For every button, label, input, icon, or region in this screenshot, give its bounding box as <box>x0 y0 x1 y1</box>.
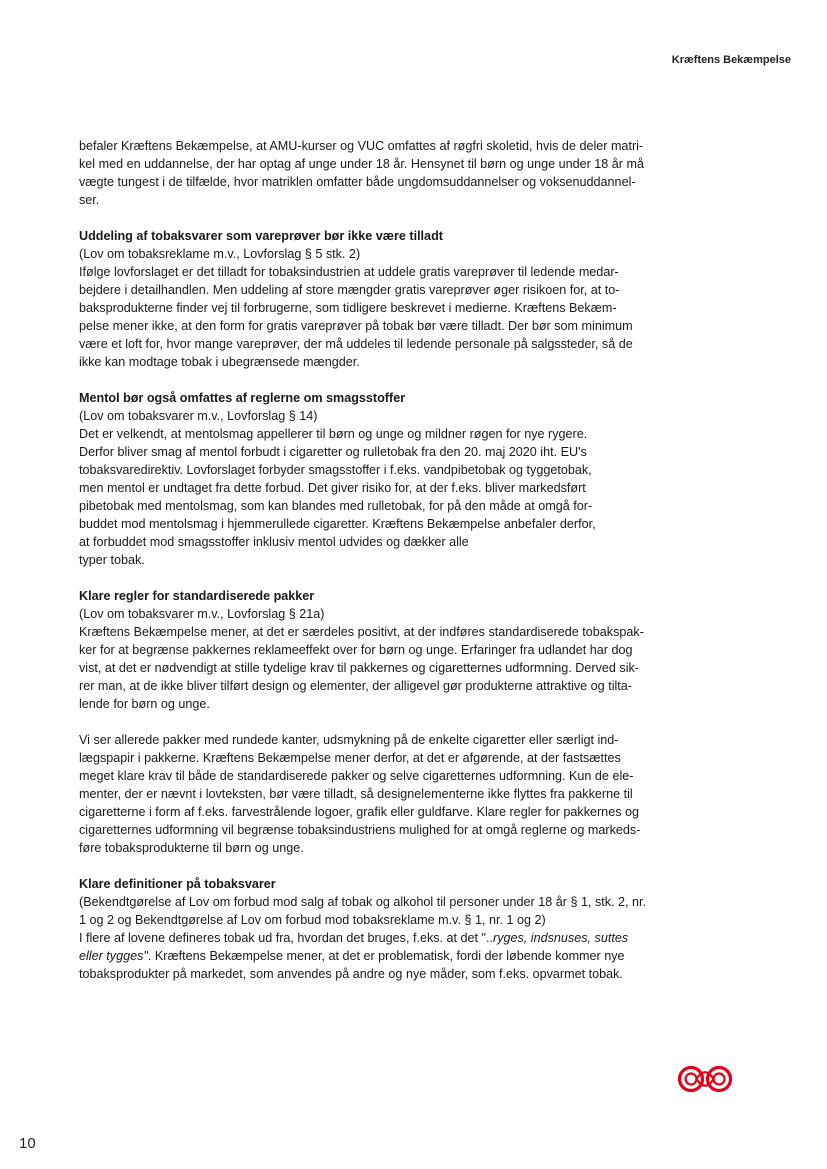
text-line: være et loft for, hvor mange vareprøver, der må uddeles til ledende personale på salgssteder, så de <box>79 337 633 351</box>
text-line: pelse mener ikke, at den form for gratis vareprøver på tobak bør være tilladt. Der bør som minimum <box>79 319 633 333</box>
text-line-mixed <box>79 947 719 965</box>
text-line: kel med en uddannelse, der har optag af unge under 18 år. Hensynet til børn og unge under 18 år må <box>79 157 644 171</box>
section-mentol <box>79 389 719 569</box>
text-line: typer tobak. <box>79 553 145 567</box>
text-line: ikke kan modtage tobak i ubegrænsede mængder. <box>79 355 360 369</box>
text-line: 1 og 2 og Bekendtgørelse af Lov om forbud mod tobaksreklame m.v. § 1, nr. 1 og 2) <box>79 913 546 927</box>
text-line: cigaretterne i form af f.eks. farvestrålende logoer, grafik eller guldfarve. Klare regler for pakkernes og <box>79 805 639 819</box>
header-organization: Kræftens Bekæmpelse <box>671 54 791 66</box>
text-line: tobaksvaredirektiv. Lovforslaget forbyder smagsstoffer i f.eks. vandpibetobak og tyggetobak, <box>79 463 592 477</box>
text-line: (Lov om tobaksvarer m.v., Lovforslag § 14) <box>79 409 318 423</box>
section-vareprover <box>79 227 719 371</box>
text-line: meget klare krav til både de standardiserede pakker og selve cigaretternes udformning. Kun de ele- <box>79 769 634 783</box>
paragraph-pakker-2 <box>79 731 719 857</box>
text-line: (Bekendtgørelse af Lov om forbud mod salg af tobak og alkohol til personer under 18 år § 1, stk. 2, nr. <box>79 895 647 909</box>
text-line: vægte tungest i de tilfælde, hvor matriklen omfatter både ungdomsuddannelser og voksenuddannel- <box>79 175 636 189</box>
kraeftens-bekaempelse-logo <box>676 1064 734 1094</box>
text-line: cigaretternes udformning vil begrænse tobaksindustriens mulighed for at omgå reglerne og markeds- <box>79 823 641 837</box>
text-line: ker for at begrænse pakkernes reklameeffekt over for børn og unge. Erfaringer fra udlandet har dog <box>79 643 633 657</box>
text-line: Ifølge lovforslaget er det tilladt for tobaksindustrien at uddele gratis vareprøver til ledende medar- <box>79 265 619 279</box>
text-line: at forbuddet mod smagsstoffer inklusiv mentol udvides og dækker alle <box>79 535 469 549</box>
document-body <box>79 137 719 1001</box>
text-line: rer man, at de ikke bliver tilført design og elementer, der alligevel gør produkterne attraktive og tilta- <box>79 679 632 693</box>
text-line: pibetobak med mentolsmag, som kan blandes med rulletobak, for på den måde at omgå for- <box>79 499 593 513</box>
text-line: vist, at det er nødvendigt at stille tydelige krav til pakkernes og cigaretternes udformning. Derved sik- <box>79 661 639 675</box>
page-number: 10 <box>19 1135 36 1152</box>
paragraph-intro <box>79 137 719 209</box>
section-heading: Mentol bør også omfattes af reglerne om smagsstoffer <box>79 391 406 405</box>
text-line: Det er velkendt, at mentolsmag appellerer til børn og unge og mildner røgen for nye rygere. <box>79 427 588 441</box>
text-line: befaler Kræftens Bekæmpelse, at AMU-kurser og VUC omfattes af røgfri skoletid, hvis de deler matri- <box>79 139 644 153</box>
text-line: Derfor bliver smag af mentol forbudt i cigaretter og rulletobak fra den 20. maj 2020 iht. EU's <box>79 445 587 459</box>
text-line: lægspapir i pakkerne. Kræftens Bekæmpelse mener derfor, at det er afgørende, at der fastsættes <box>79 751 621 765</box>
text-line: ser. <box>79 193 100 207</box>
section-definitioner <box>79 875 719 983</box>
section-heading: Klare definitioner på tobaksvarer <box>79 877 276 891</box>
text-line: Kræftens Bekæmpelse mener, at det er særdeles positivt, at der indføres standardiserede tobakspak- <box>79 625 644 639</box>
text-line: Vi ser allerede pakker med rundede kanter, udsmykning på de enkelte cigaretter eller særligt ind- <box>79 733 619 747</box>
quoted-italic-text: ryges, indsnuses, suttes <box>493 931 629 945</box>
text-line: lende for børn og unge. <box>79 697 210 711</box>
section-heading: Uddeling af tobaksvarer som vareprøver bør ikke være tilladt <box>79 229 443 243</box>
section-heading: Klare regler for standardiserede pakker <box>79 589 315 603</box>
text-line: baksprodukterne finder vej til forbrugerne, som tidligere beskrevet i medierne. Kræftens Bekæm- <box>79 301 617 315</box>
text-segment: . Kræftens Bekæmpelse mener, at det er problematisk, fordi der løbende kommer nye <box>147 949 625 963</box>
text-line: bejdere i detailhandlen. Men uddeling af store mængder gratis vareprøver øger risikoen for, at to- <box>79 283 620 297</box>
text-line: buddet mod mentolsmag i hjemmerullede cigaretter. Kræftens Bekæmpelse anbefaler derfor, <box>79 517 596 531</box>
section-pakker <box>79 587 719 713</box>
text-segment: I flere af lovene defineres tobak ud fra, hvordan det bruges, f.eks. at det ".. <box>79 931 494 945</box>
text-line-mixed <box>79 929 719 947</box>
text-line: tobaksprodukter på markedet, som anvendes på andre og nye måder, som f.eks. opvarmet tobak. <box>79 967 623 981</box>
text-line: (Lov om tobaksvarer m.v., Lovforslag § 21a) <box>79 607 325 621</box>
quoted-italic-text: eller tygges" <box>79 949 148 963</box>
text-line: (Lov om tobaksreklame m.v., Lovforslag § 5 stk. 2) <box>79 247 361 261</box>
text-line: føre tobaksprodukterne til børn og unge. <box>79 841 304 855</box>
text-line: men mentol er undtaget fra dette forbud. Det giver risiko for, at der f.eks. bliver markedsført <box>79 481 586 495</box>
text-line: menter, der er nævnt i lovteksten, bør være tilladt, så designelementerne ikke flyttes fra pakkerne til <box>79 787 633 801</box>
